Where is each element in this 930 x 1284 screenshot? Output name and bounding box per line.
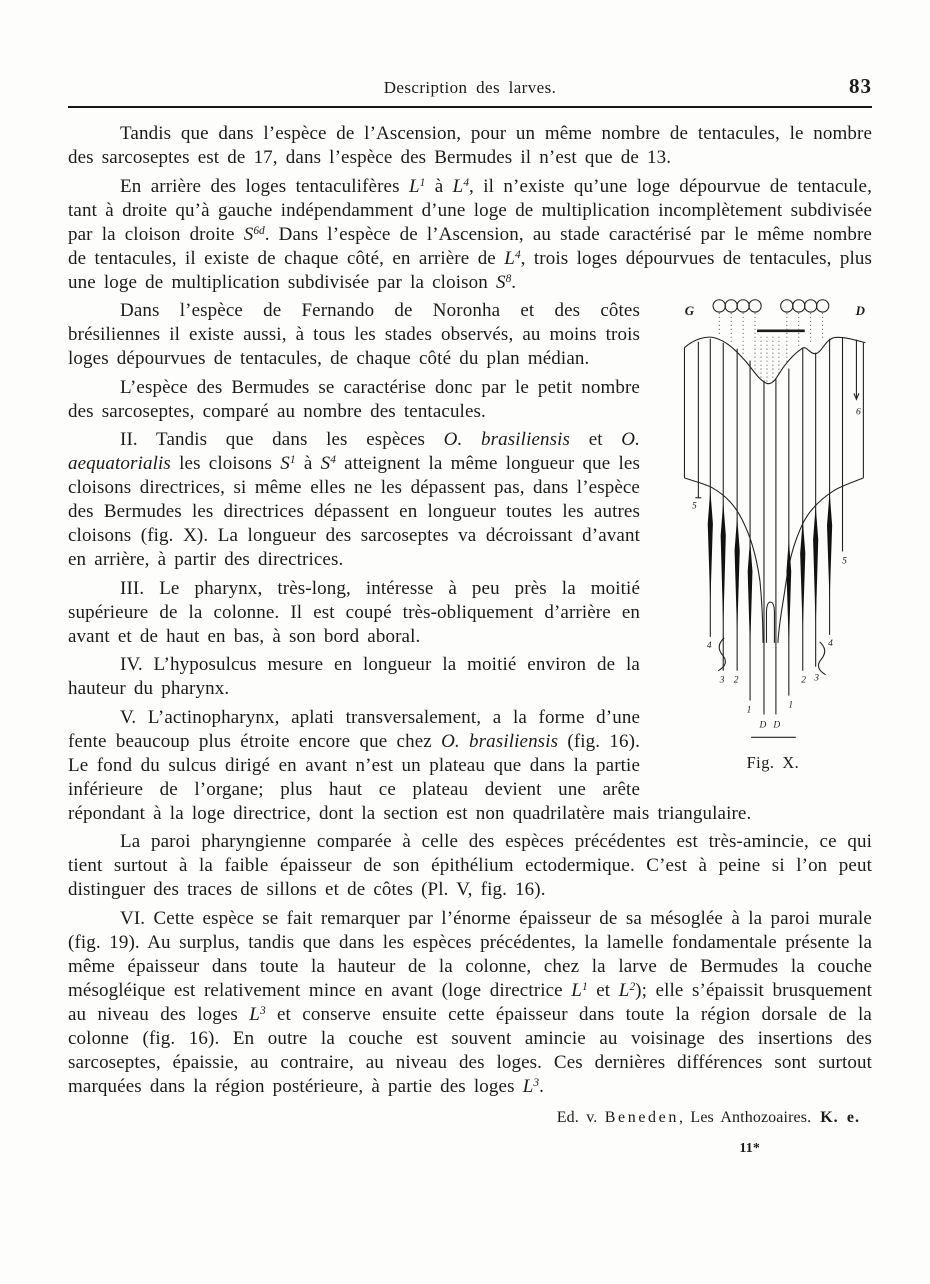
imprint-line: [68, 1106, 872, 1130]
header-rule: [68, 106, 872, 108]
figure-x: [650, 293, 872, 790]
paragraph-10: VI. Cette espèce se fait remarquer par l’énorme épaisseur de sa mésoglée à la paroi murale (fig. 19). Au surplus, tandis que dans les espèces précédentes, la lamelle fondamentale présente la même épaisseur dans toute la hauteur de la colonne, chez la larve de Bermudes la couche mésogléique est relativement mince en avant (loge directrice $L^1$ et $L^2$); elle s’épaissit brusquement au niveau des loges $L^3$ et conserve ensuite cette épaisseur dans toute la région dorsale de la colonne (fig. 16). En outre la couche est souvent amincie au voisinage des insertions des sarcoseptes, épaissie, au contraire, au niveau des loges. Ces dernières différences sont surtout marquées dans la région postérieure, à partie des loges $L^3$.: [68, 907, 872, 1097]
paragraph-9: La paroi pharyngienne comparée à celle des espèces précédentes est très-amincie, ce qui tient surtout à la faible épaisseur de son épithélium ectodermique. C’est à peine si l’on peut distinguer des traces de sillons et de côtes (Pl. V, fig. 16).: [68, 831, 872, 900]
figure-caption: Fig. X.: [746, 753, 800, 773]
svg-text:2: 2: [801, 675, 807, 686]
fig-x-illustration: [650, 293, 872, 790]
pharynx-curve-right: [778, 478, 863, 643]
page-number: 83: [849, 74, 872, 98]
septa-number-labels: [692, 407, 861, 730]
sarcosepte-spindles: [708, 490, 832, 649]
tentacle-circles: [713, 300, 829, 312]
directive-arch: [766, 602, 774, 643]
svg-text:D: D: [759, 720, 767, 731]
svg-text:1: 1: [788, 700, 794, 711]
svg-text:5: 5: [691, 501, 697, 512]
svg-text:D: D: [773, 720, 781, 731]
svg-text:3: 3: [814, 673, 820, 684]
figure-right-label: D: [855, 302, 866, 318]
running-header: [68, 74, 872, 100]
svg-text:4: 4: [706, 640, 712, 651]
running-title: Description des larves.: [383, 78, 557, 97]
paragraph-8: V. L’actinopharynx, aplati transversalement, a la forme d’une fente beaucoup plus étroite encore que chez O. brasiliensis (fig. 16). Le fond du sulcus dirigé en avant n’est un plateau que dans la partie inférieure de l’organe; plus haut ce plateau devient une arête répondant à la loge directrice, dont la section est non quadrilatère mais triangulaire.: [68, 706, 752, 824]
imprint-mark: K. e.: [820, 1108, 860, 1126]
figure-left-label: G: [684, 302, 695, 318]
oral-margin-curve: [684, 337, 865, 384]
svg-text:1: 1: [746, 705, 752, 716]
projection-dotted-lines: [719, 313, 822, 383]
imprint-text: Ed. v. Beneden, Les Anthozoaires.: [556, 1108, 812, 1126]
paragraph-7: IV. L’hyposulcus mesure en longueur la moitié environ de la hauteur du pharynx.: [68, 654, 640, 699]
svg-text:2: 2: [733, 675, 739, 686]
paragraph-3: Dans l’espèce de Fernando de Noronha et des côtes brésiliennes il existe aussi, à tous les stades observés, au moins trois loges dépourvues de tentacules, de chaque côté du plan médian.: [68, 300, 640, 369]
paragraph-1: Tandis que dans l’espèce de l’Ascension, pour un même nombre de tentacules, le nombre des sarcoseptes est de 17, dans l’espèce des Bermudes il n’est que de 13.: [68, 123, 872, 168]
svg-text:3: 3: [719, 675, 725, 686]
brace-marks: [718, 638, 825, 675]
paragraph-4: L’espèce des Bermudes se caractérise donc par le petit nombre des sarcoseptes, comparé au nombre des tentacules.: [68, 376, 640, 422]
paragraph-5: II. Tandis que dans les espèces O. brasiliensis et O. aequatorialis les cloisons $S^1$ à $S^4$ atteignent la même longueur que les cloisons directrices, si même elles ne les dépassent pas, dans l’espèce des Bermudes les directrices dépassent en longueur toutes les autres cloisons (fig. X). La longueur des sarcoseptes va décroissant d’avant en arrière, à partir des directrices.: [68, 429, 640, 570]
paragraph-2: En arrière des loges tentaculifères $L^1$ à $L^4$, il n’existe qu’une loge dépourvue de tentacule, tant à droite qu’à gauche indépendamment d’une loge de multiplication incomplètement subdivisée par la cloison droite $S^{6d}$. Dans l’espèce de l’Ascension, au stade caractérisé par le même nombre de tentacules, il existe de chaque côté, en arrière de $L^4$, trois loges dépourvues de tentacules, plus une loge de multiplication subdivisée par la cloison $S^8$.: [68, 175, 872, 293]
svg-text:6: 6: [855, 407, 861, 418]
sheet-signature: 11*: [739, 1140, 760, 1156]
body-text: [68, 122, 872, 1161]
paragraph-6: III. Le pharynx, très-long, intéresse à peu près la moitié supérieure de la colonne. Il est coupé très-obliquement d’arrière en avant et de haut en bas, à son bord aboral.: [68, 577, 640, 647]
svg-text:4: 4: [828, 638, 834, 649]
svg-text:5: 5: [842, 556, 847, 567]
